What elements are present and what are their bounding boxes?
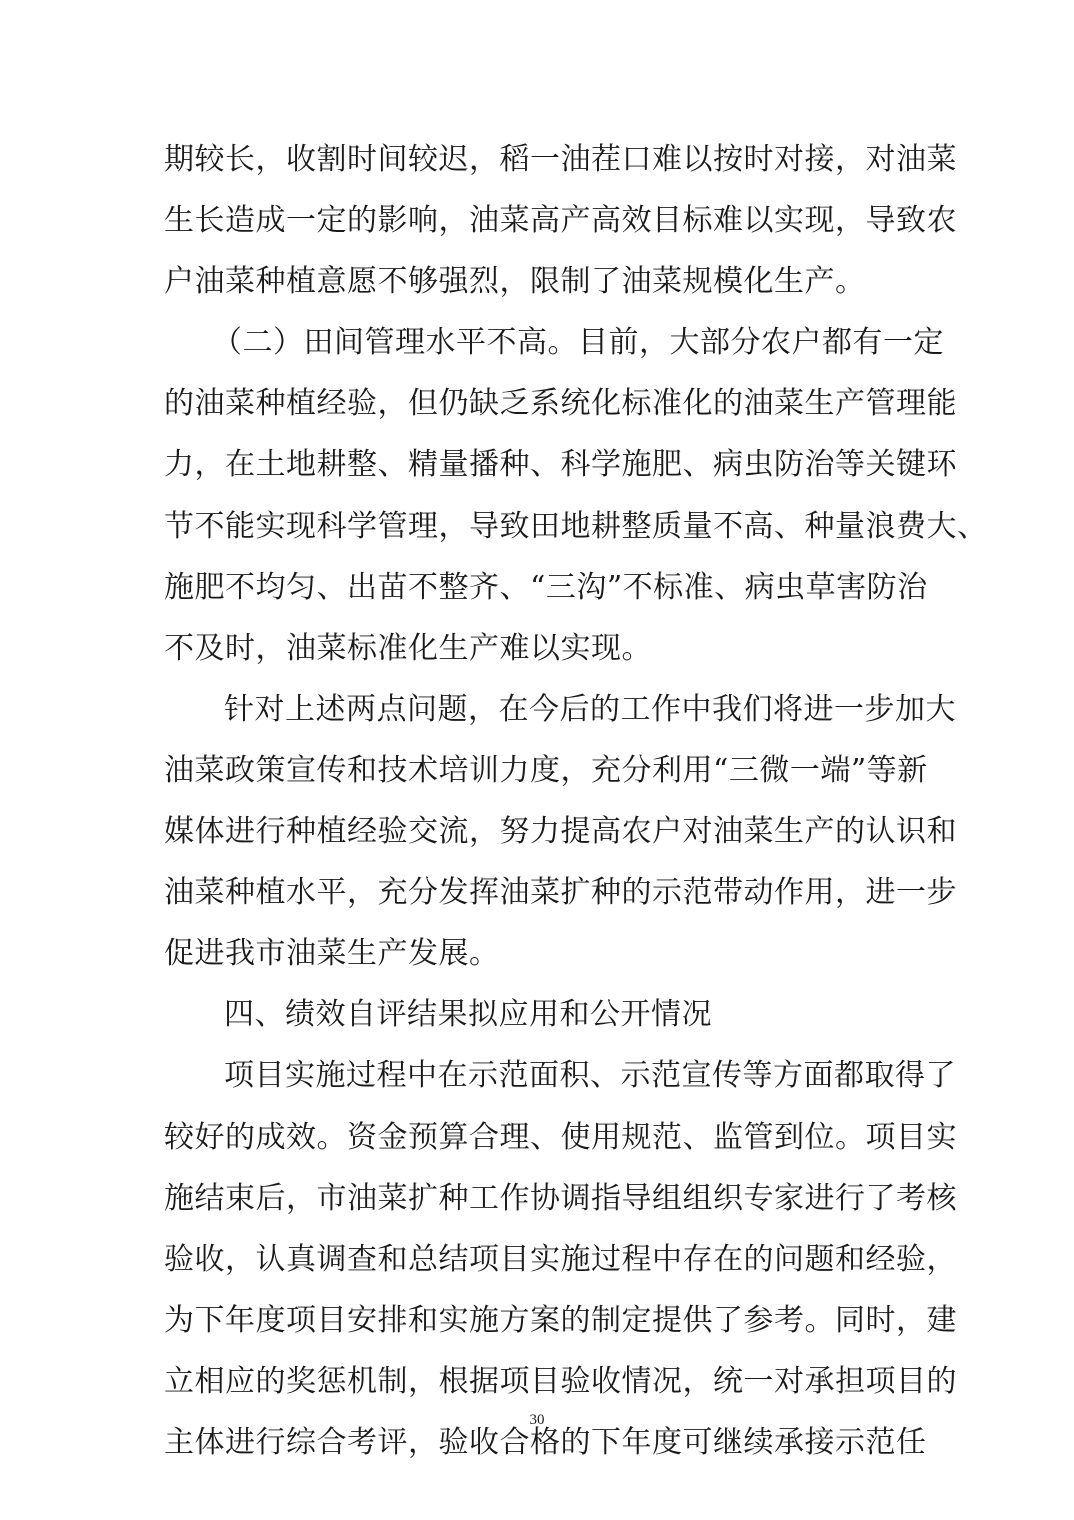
text-line: 立相应的奖惩机制，根据项目验收情况，统一对承担项目的 <box>164 1363 957 1399</box>
text-line: 主体进行综合考评，验收合格的下年度可继续承接示范任 <box>164 1424 927 1460</box>
text-line: 媒体进行种植经验交流，努力提高农户对油菜生产的认识和 <box>164 814 957 850</box>
page-number: 30 <box>529 1412 545 1428</box>
text-line: 油菜种植水平，充分发挥油菜扩种的示范带动作用，进一步 <box>164 875 957 911</box>
text-line: 促进我市油菜生产发展。 <box>164 936 500 972</box>
text-line: 力，在土地耕整、精量播种、科学施肥、病虫防治等关键环 <box>164 447 957 483</box>
section-heading: 四、绩效自评结果拟应用和公开情况 <box>224 997 712 1033</box>
text-line: 为下年度项目安排和实施方案的制定提供了参考。同时，建 <box>164 1302 957 1338</box>
text-line: 较好的成效。资金预算合理、使用规范、监管到位。项目实 <box>164 1119 957 1155</box>
text-line: 项目实施过程中在示范面积、示范宣传等方面都取得了 <box>224 1058 956 1094</box>
text-line: 生长造成一定的影响，油菜高产高效目标难以实现，导致农 <box>164 203 957 239</box>
text-line: 施肥不均匀、出苗不整齐、“三沟”不标准、病虫草害防治 <box>164 569 928 605</box>
text-line: 的油菜种植经验，但仍缺乏系统化标准化的油菜生产管理能 <box>164 386 957 422</box>
text-line: 验收，认真调查和总结项目实施过程中存在的问题和经验， <box>164 1241 957 1277</box>
text-line: 针对上述两点问题，在今后的工作中我们将进一步加大 <box>224 691 956 727</box>
section-heading-line: （二）田间管理水平不高。目前，大部分农户都有一定 <box>212 325 944 361</box>
text-line: 期较长，收割时间较迟，稻一油茬口难以按时对接，对油菜 <box>164 142 957 177</box>
text-line: 户油菜种植意愿不够强烈，限制了油菜规模化生产。 <box>164 264 866 300</box>
text-line: 油菜政策宣传和技术培训力度，充分利用“三微一端”等新 <box>164 752 928 788</box>
text-line: 节不能实现科学管理，导致田地耕整质量不高、种量浪费大、 <box>164 508 988 544</box>
text-line: 不及时，油菜标准化生产难以实现。 <box>164 630 652 666</box>
text-line: 施结束后，市油菜扩种工作协调指导组组织专家进行了考核 <box>164 1180 957 1216</box>
body-text <box>164 129 988 1473</box>
